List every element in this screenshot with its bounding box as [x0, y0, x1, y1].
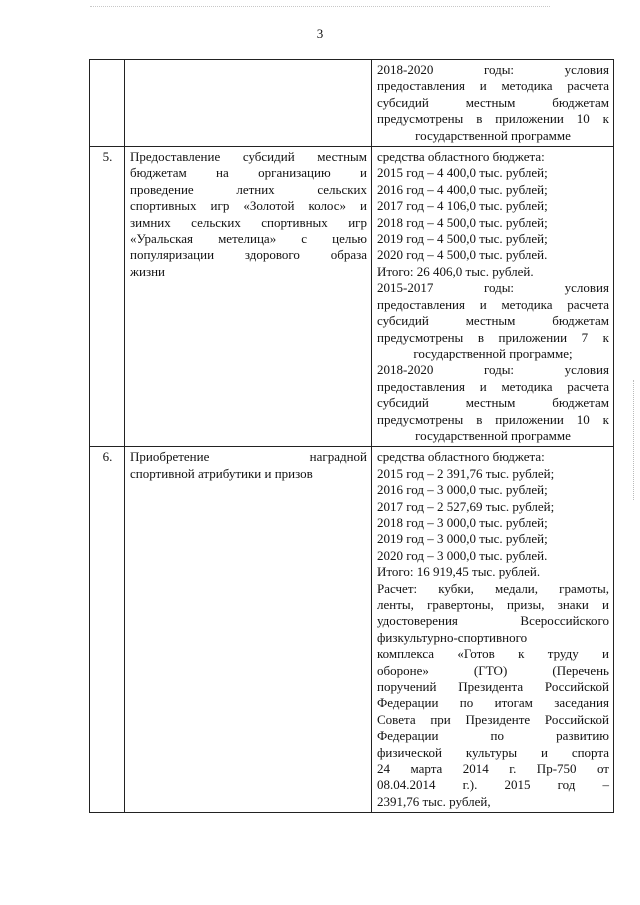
- table-row: [90, 147, 614, 447]
- funding-details-line: 2019 год – 4 500,0 тыс. рублей;: [377, 231, 548, 247]
- funding-details: [372, 447, 614, 813]
- funding-details-line: физкультурно-спортивного: [377, 629, 528, 645]
- funding-details-line: 2019 год – 3 000,0 тыс. рублей;: [377, 531, 548, 547]
- table-row: [90, 447, 614, 813]
- measure-title: [125, 147, 372, 447]
- funding-details-line: государственной программе: [415, 127, 571, 143]
- funding-details-line: 2016 год – 3 000,0 тыс. рублей;: [377, 482, 548, 498]
- funding-details-line: субсидий местным бюджетам: [377, 94, 609, 110]
- funding-details-line: ленты, гравертоны, призы, знаки и: [377, 597, 609, 612]
- funding-details-line: средства областного бюджета:: [377, 149, 545, 165]
- funding-details-line: комплекса «Готов к труду и: [377, 646, 609, 662]
- scan-artifact: [90, 6, 550, 11]
- funding-details: [372, 147, 614, 447]
- row-number: 6.: [90, 447, 125, 813]
- funding-details-line: 2020 год – 4 500,0 тыс. рублей.: [377, 247, 548, 263]
- measure-title-line: популяризации здорового образа: [130, 247, 367, 263]
- funding-details-line: 2015 год – 4 400,0 тыс. рублей;: [377, 165, 548, 181]
- funding-details-line: обороне» (ГТО) (Перечень: [377, 662, 609, 678]
- measure-title-line: спортивных игр «Золотой колос» и: [130, 198, 367, 214]
- table-row: [90, 60, 614, 147]
- funding-details-line: предоставления и методика расчета: [377, 296, 609, 312]
- funding-details-line: 2015-2017 годы: условия: [377, 280, 609, 296]
- table-body: [90, 60, 614, 813]
- measure-title-line: Приобретение наградной: [130, 449, 367, 465]
- funding-details-line: 2018 год – 3 000,0 тыс. рублей;: [377, 514, 548, 530]
- funding-details-line: Расчет: кубки, медали, грамоты,: [377, 580, 609, 596]
- funding-details-line: Федерации по развитию: [377, 728, 609, 744]
- funding-details-line: поручений Президента Российской: [377, 679, 609, 695]
- funding-details-line: удостоверения Всероссийского: [377, 613, 609, 629]
- funding-details-line: предусмотрены в приложении 7 к: [377, 329, 609, 345]
- funding-details-line: предоставления и методика расчета: [377, 78, 609, 94]
- funding-details-line: 2015 год – 2 391,76 тыс. рублей;: [377, 465, 555, 481]
- funding-details-line: субсидий местным бюджетам: [377, 313, 609, 329]
- funding-details-line: 2391,76 тыс. рублей,: [377, 793, 491, 809]
- funding-details-line: 2017 год – 4 106,0 тыс. рублей;: [377, 198, 548, 214]
- funding-details: [372, 60, 614, 147]
- funding-details-line: Итого: 16 919,45 тыс. рублей.: [377, 564, 541, 580]
- measure-title-line: бюджетам на организацию и: [130, 165, 367, 181]
- row-number: [90, 60, 125, 147]
- funding-details-line: предусмотрены в приложении 10 к: [377, 111, 609, 127]
- measure-title: [125, 447, 372, 813]
- page-number: 3: [316, 26, 324, 41]
- measure-title-line: жизни: [130, 263, 165, 279]
- funding-details-line: государственной программе: [415, 427, 571, 443]
- funding-details-line: Федерации по итогам заседания: [377, 695, 609, 711]
- measure-title-line: Предоставление субсидий местным: [130, 149, 367, 165]
- row-number: 5.: [90, 147, 125, 447]
- funding-details-line: 2018-2020 годы: условия: [377, 62, 609, 77]
- measure-title-line: спортивной атрибутики и призов: [130, 465, 313, 481]
- scan-edge-artifact: [633, 380, 636, 500]
- measure-title-line: проведение летних сельских: [130, 181, 367, 197]
- funding-details-line: 08.04.2014 г.). 2015 год –: [377, 777, 609, 793]
- funding-details-line: 2017 год – 2 527,69 тыс. рублей;: [377, 498, 555, 514]
- measure-title-line: зимних сельских спортивных игр: [130, 214, 367, 230]
- funding-details-line: предусмотрены в приложении 10 к: [377, 411, 609, 427]
- funding-details-line: предоставления и методика расчета: [377, 378, 609, 394]
- funding-details-line: Итого: 26 406,0 тыс. рублей.: [377, 263, 534, 279]
- funding-details-line: субсидий местным бюджетам: [377, 395, 609, 411]
- funding-details-line: Совета при Президенте Российской: [377, 711, 609, 727]
- funding-details-line: 2018-2020 годы: условия: [377, 362, 609, 378]
- funding-details-line: средства областного бюджета:: [377, 449, 545, 465]
- program-measures-table: [89, 59, 614, 813]
- measure-title: [125, 60, 372, 147]
- funding-details-line: государственной программе;: [413, 345, 573, 361]
- funding-details-line: 24 марта 2014 г. Пр-750 от: [377, 761, 609, 777]
- funding-details-line: 2020 год – 3 000,0 тыс. рублей.: [377, 547, 548, 563]
- measure-title-line: «Уральская метелица» с целью: [130, 231, 367, 247]
- funding-details-line: 2016 год – 4 400,0 тыс. рублей;: [377, 181, 548, 197]
- funding-details-line: физической культуры и спорта: [377, 744, 609, 760]
- funding-details-line: 2018 год – 4 500,0 тыс. рублей;: [377, 214, 548, 230]
